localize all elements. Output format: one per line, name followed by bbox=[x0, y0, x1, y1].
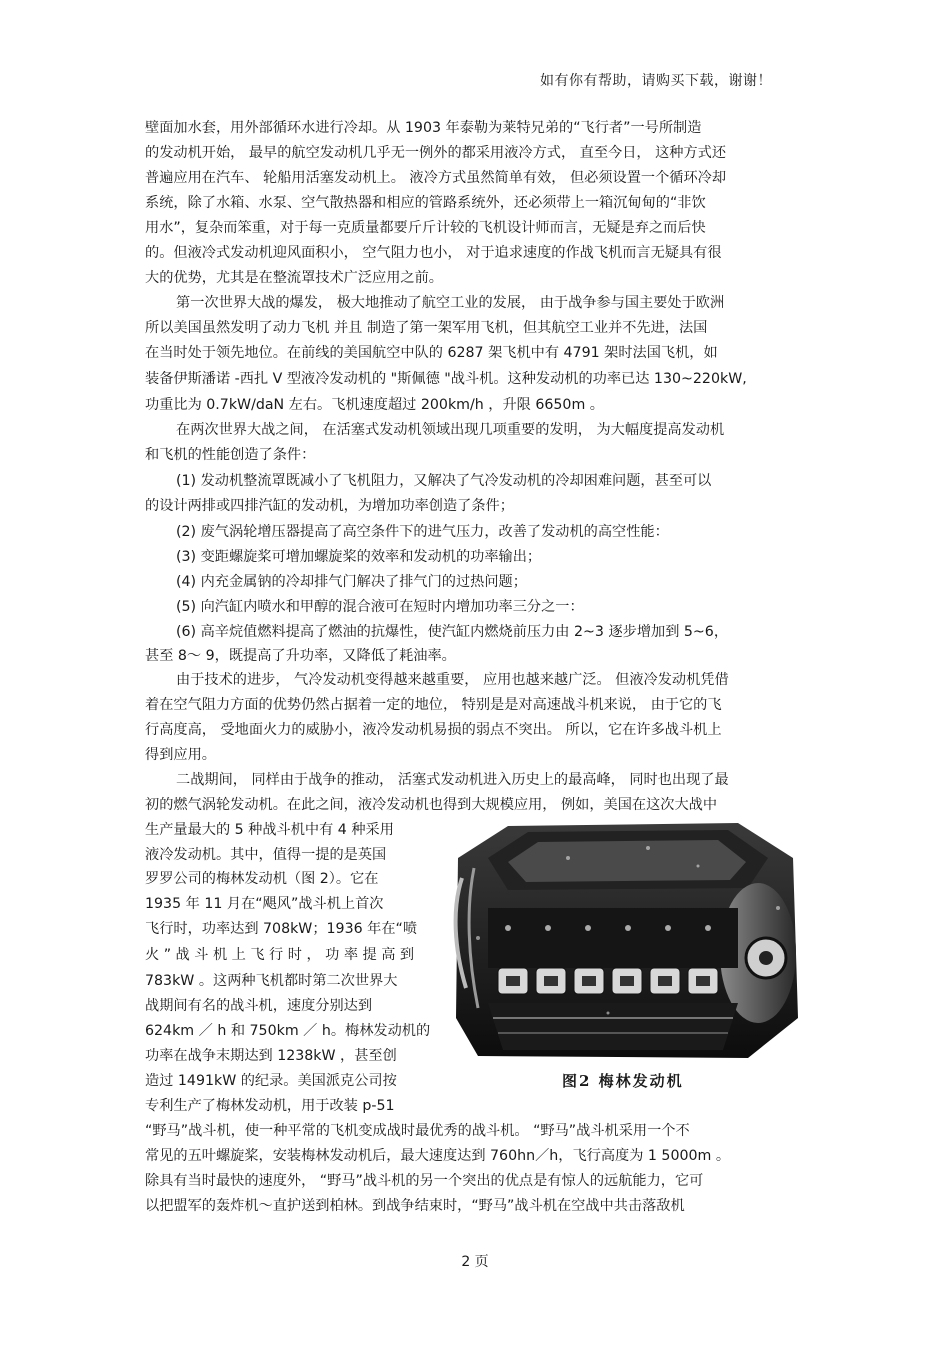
merlin-engine-illustration bbox=[448, 818, 805, 1063]
text-line: 除具有当时最快的速度外， “野马”战斗机的另一个突出的优点是有惊人的远航能力，它可 bbox=[145, 1173, 704, 1189]
text-line: 大的优势，尤其是在整流罩技术广泛应用之前。 bbox=[145, 270, 443, 286]
text-line: 用水”，复杂而笨重，对于每一克质量都要斤斤计较的飞机设计师而言，无疑是弃之而后快 bbox=[145, 220, 706, 236]
text-line: 罗罗公司的梅林发动机（图 2）。它在 bbox=[145, 871, 379, 887]
text-line: 甚至 8～ 9，既提高了升功率，又降低了耗油率。 bbox=[145, 648, 456, 664]
text-line: 1935 年 11 月在“飓风”战斗机上首次 bbox=[145, 896, 384, 912]
text-line: 壁面加水套，用外部循环水进行冷却。从 1903 年泰勒为莱特兄弟的“飞行者”一号所制造 bbox=[145, 120, 702, 136]
text-line: (4) 内充金属钠的冷却排气门解决了排气门的过热问题； bbox=[176, 574, 527, 590]
text-line: 液冷发动机。其中，值得一提的是英国 bbox=[145, 847, 387, 863]
text-line: 造过 1491kW 的纪录。美国派克公司按 bbox=[145, 1073, 397, 1089]
text-line: 第一次世界大战的爆发， 极大地推动了航空工业的发展， 由于战争参与国主要处于欧洲 bbox=[176, 295, 725, 311]
text-line: 系统，除了水箱、水泵、空气散热器和相应的管路系统外，还必须带上一箱沉甸甸的“非饮 bbox=[145, 195, 706, 211]
text-line: (6) 高辛烷值燃料提高了燃油的抗爆性，使汽缸内燃烧前压力由 2~3 逐步增加到 5~6， bbox=[176, 624, 729, 640]
text-line: 在当时处于领先地位。在前线的美国航空中队的 6287 架飞机中有 4791 架时法国飞机，如 bbox=[145, 345, 718, 361]
text-line: 得到应用。 bbox=[145, 747, 216, 763]
text-line: 的。但液冷式发动机迎风面积小， 空气阻力也小， 对于追求速度的作战飞机而言无疑具有很 bbox=[145, 245, 722, 261]
header-note: 如有你有帮助，请购买下载，谢谢！ bbox=[540, 73, 772, 89]
text-line: 初的燃气涡轮发动机。在此之间，液冷发动机也得到大规模应用， 例如，美国在这次大战中 bbox=[145, 797, 718, 813]
text-line: 战期间有名的战斗机，速度分别达到 bbox=[145, 998, 373, 1014]
text-line: (2) 废气涡轮增压器提高了高空条件下的进气压力，改善了发动机的高空性能： bbox=[176, 524, 669, 540]
text-line: 普遍应用在汽车、 轮船用活塞发动机上。 液冷方式虽然简单有效， 但必须设置一个循环冷却 bbox=[145, 170, 727, 186]
text-line: 飞行时，功率达到 708kW；1936 年在“喷 bbox=[145, 921, 418, 937]
text-line: 火 ” 战 斗 机 上 飞 行 时 ， 功 率 提 高 到 bbox=[145, 947, 415, 963]
text-line: 行高度高， 受地面火力的威胁小，液冷发动机易损的弱点不突出。 所以，它在许多战斗机上 bbox=[145, 722, 722, 738]
text-line: 专利生产了梅林发动机，用于改装 p-51 bbox=[145, 1098, 395, 1114]
text-line: 的设计两排或四排汽缸的发动机，为增加功率创造了条件； bbox=[145, 498, 514, 514]
text-line: 功重比为 0.7kW/daN 左右。飞机速度超过 200km/h ，升限 6650m 。 bbox=[145, 397, 604, 413]
text-line: 在两次世界大战之间， 在活塞式发动机领域出现几项重要的发明， 为大幅度提高发动机 bbox=[176, 422, 725, 438]
text-line: 624km ／ h 和 750km ／ h。梅林发动机的 bbox=[145, 1023, 431, 1039]
text-line: 以把盟军的轰炸机～直护送到柏林。到战争结束时，“野马”战斗机在空战中共击落敌机 bbox=[145, 1198, 685, 1214]
text-line: “野马”战斗机，使一种平常的飞机变成战时最优秀的战斗机。 “野马”战斗机采用一个不 bbox=[145, 1123, 690, 1139]
text-line: 装备伊斯潘诺 -西扎 V 型液冷发动机的 "斯佩德 "战斗机。这种发动机的功率已达 130~220kW, bbox=[145, 371, 747, 387]
text-line: 的发动机开始， 最早的航空发动机几乎无一例外的都采用液冷方式， 直至今日， 这种方式还 bbox=[145, 145, 727, 161]
page-number: 2 页 bbox=[461, 1254, 489, 1270]
text-line: 功率在战争末期达到 1238kW ，甚至创 bbox=[145, 1048, 397, 1064]
text-line: 和飞机的性能创造了条件： bbox=[145, 447, 316, 463]
text-line: 所以美国虽然发明了动力飞机 并且 制造了第一架军用飞机，但其航空工业并不先进，法国 bbox=[145, 320, 708, 336]
text-line: (5) 向汽缸内喷水和甲醇的混合液可在短时内增加功率三分之一： bbox=[176, 599, 584, 615]
text-line: 常见的五叶螺旋桨，安装梅林发动机后，最大速度达到 760hn／h，飞行高度为 1 5000m 。 bbox=[145, 1148, 731, 1164]
engine-photo bbox=[448, 818, 805, 1063]
text-line: (3) 变距螺旋桨可增加螺旋桨的效率和发动机的功率输出； bbox=[176, 549, 542, 565]
text-line: 二战期间， 同样由于战争的推动， 活塞式发动机进入历史上的最高峰， 同时也出现了最 bbox=[176, 772, 729, 788]
text-line: 783kW 。这两种飞机都时第二次世界大 bbox=[145, 973, 398, 989]
text-line: 着在空气阻力方面的优势仍然占据着一定的地位， 特别是是对高速战斗机来说， 由于它的飞 bbox=[145, 697, 722, 713]
text-line: 由于技术的进步， 气冷发动机变得越来越重要， 应用也越来越广泛。 但液冷发动机凭借 bbox=[176, 672, 729, 688]
text-line: 生产量最大的 5 种战斗机中有 4 种采用 bbox=[145, 822, 394, 838]
figure-caption: 图2 梅林发动机 bbox=[562, 1072, 684, 1090]
text-line: (1) 发动机整流罩既减小了飞机阻力，又解决了气冷发动机的冷却困难问题，甚至可以 bbox=[176, 473, 712, 489]
